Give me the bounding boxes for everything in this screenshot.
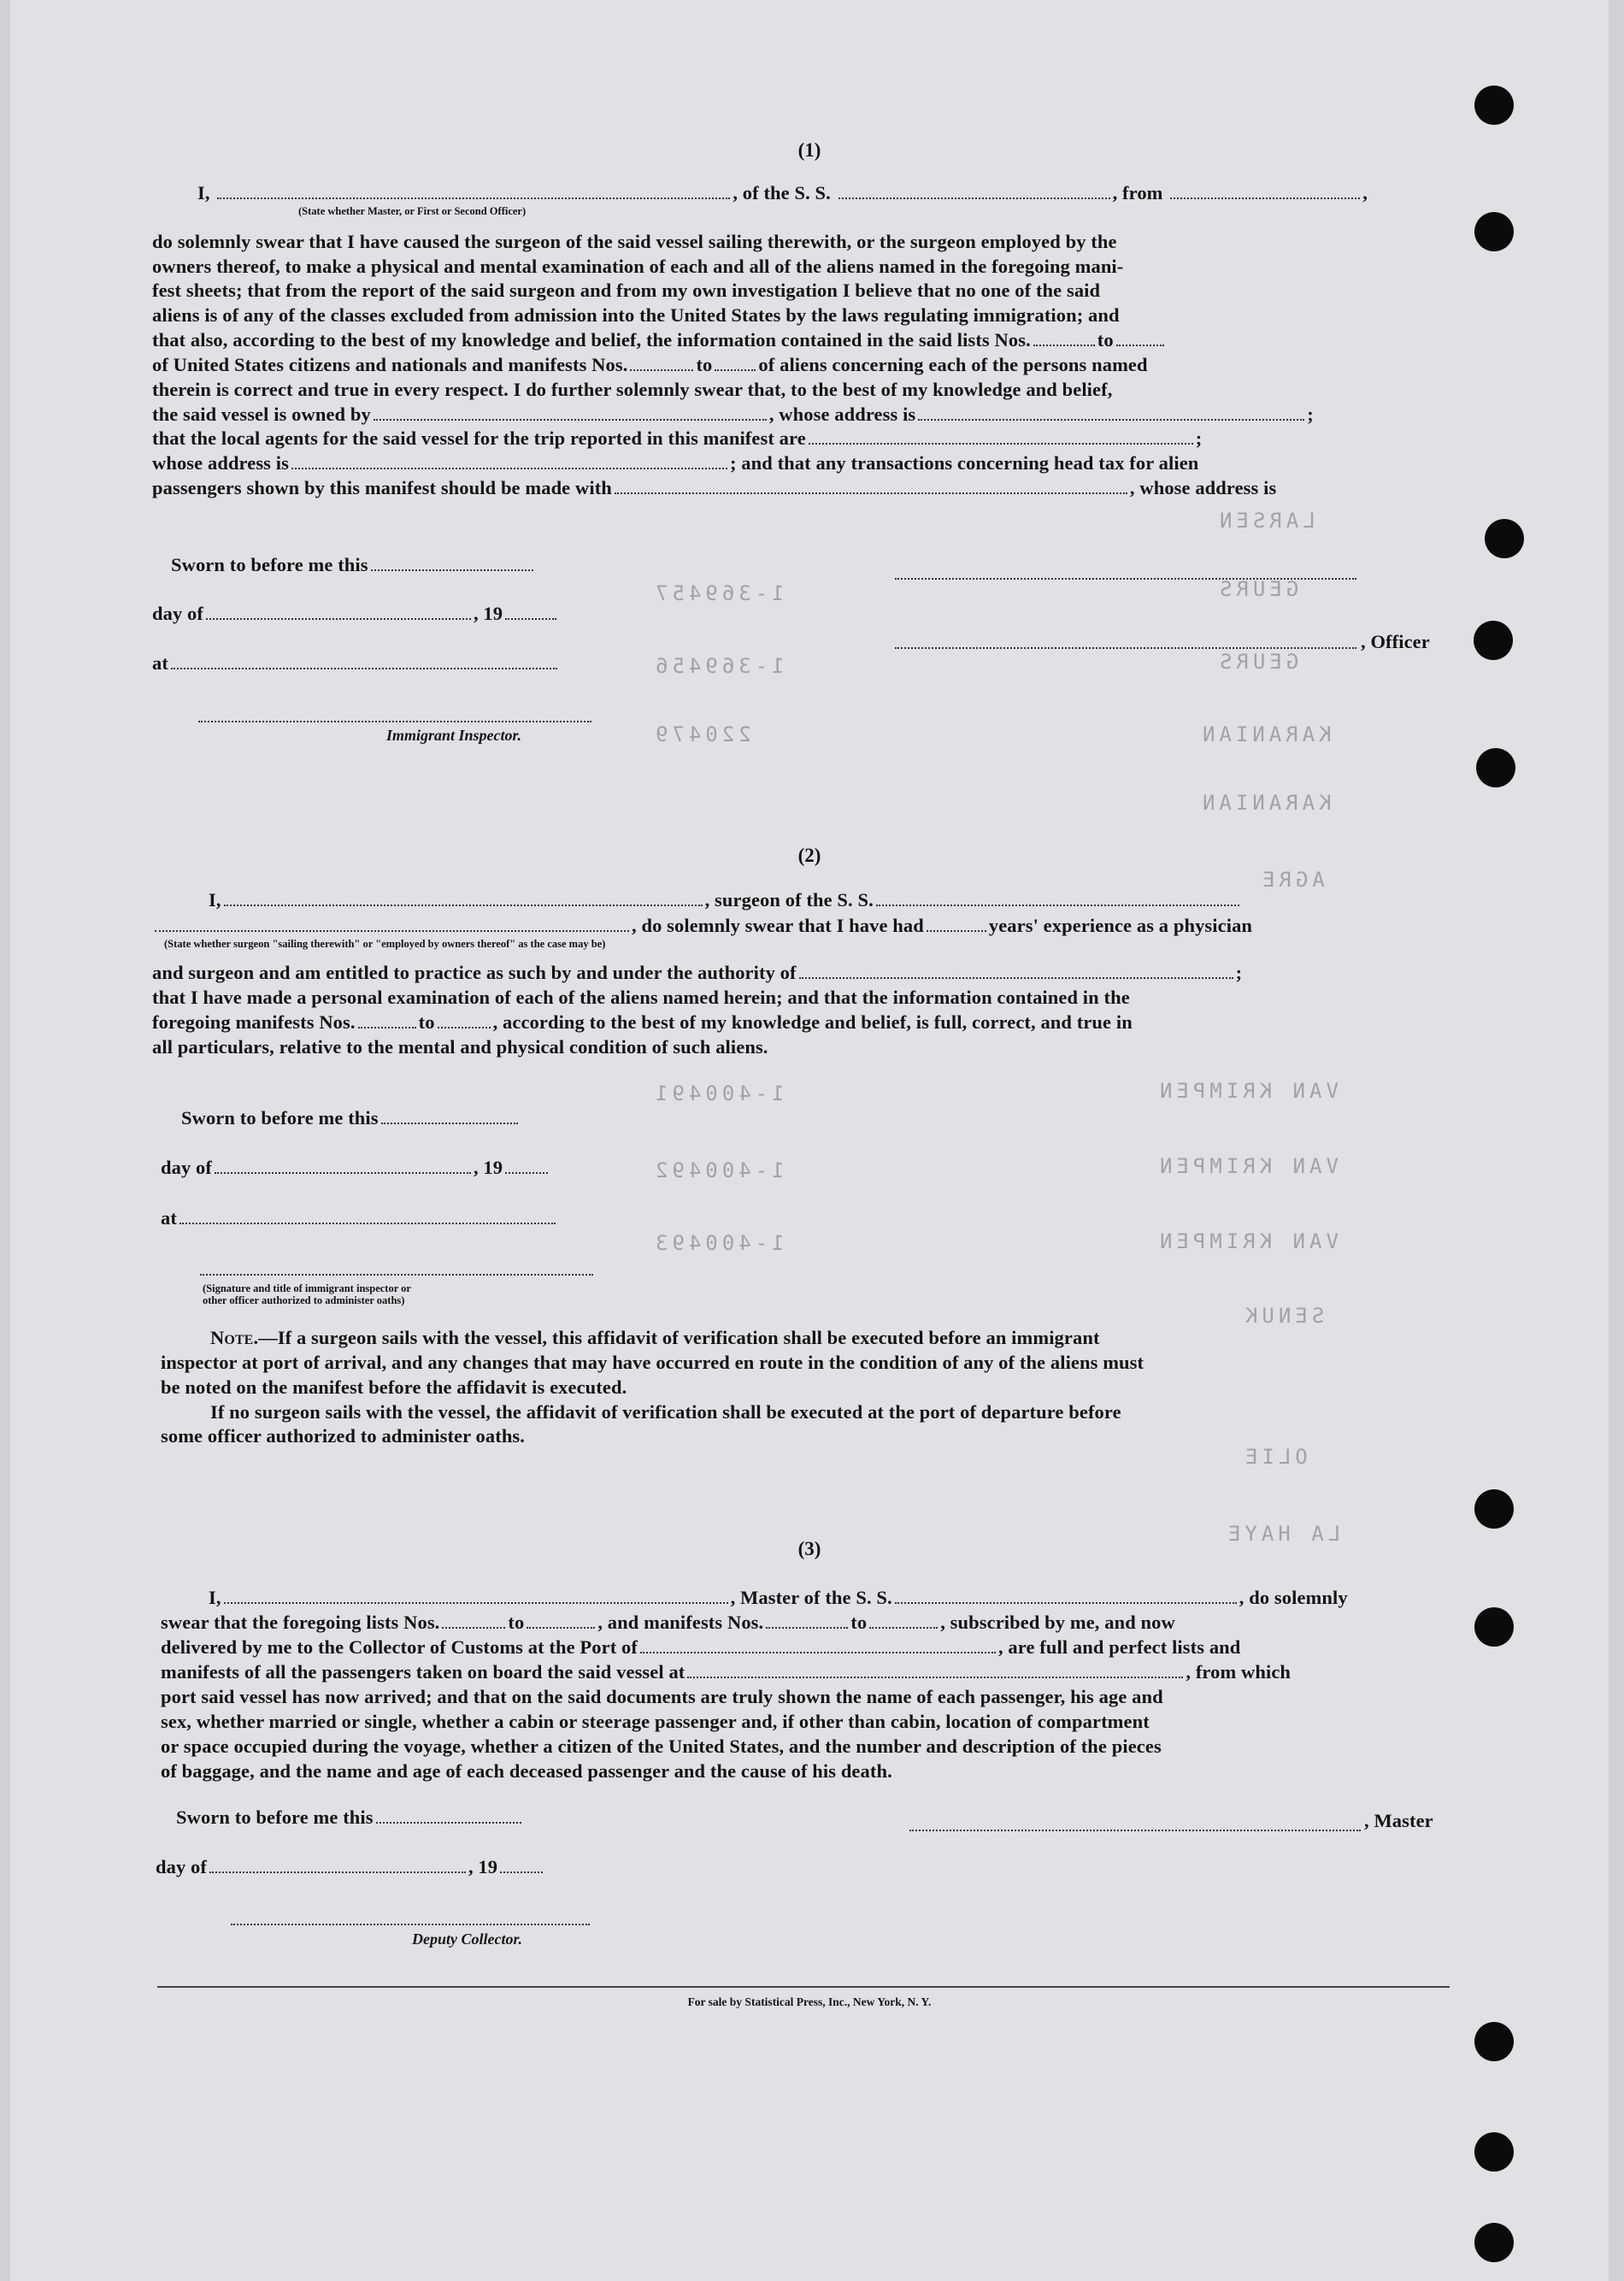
signature-note: other officer authorized to administer oaths) [203,1294,405,1306]
note-line: inspector at port of arrival, and any changes that may have occurred en route in the condition of any of the aliens must [161,1352,1144,1373]
section-1-day-of [152,603,559,625]
bleed-through: KARANIAN [1198,722,1332,746]
bleed-through: VAN KRIMPEN [1156,1154,1339,1178]
dotted-blank [527,1626,595,1629]
text: , and manifests Nos. [597,1612,764,1633]
collector-signature-line [231,1924,590,1925]
text: passengers shown by this manifest should be made with [152,477,612,498]
section-1-para-line: therein is correct and true in every respect. I do further solemnly swear that, to the best of my knowledge and belief, [152,379,1113,400]
dotted-blank [442,1626,505,1629]
section-3-para-line [161,1661,1291,1683]
dotted-blank [500,1871,543,1873]
immigrant-inspector-label: Immigrant Inspector. [386,727,522,744]
section-1-para-line [152,404,1314,426]
officer-signature-line [895,578,1356,580]
dotted-blank [1170,197,1360,199]
dotted-blank [895,1601,1237,1604]
text: , 19 [468,1856,498,1877]
text: years' experience as a physician [988,915,1253,936]
dotted-blank [371,569,533,571]
section-1-para-line [152,452,1198,474]
section-2-para-line: all particulars, relative to the mental and physical condition of such aliens. [152,1036,768,1058]
section-1-para-line [152,329,1167,351]
section-1-at [152,652,560,675]
text: , according to the best of my knowledge and belief, is full, correct, and true in [492,1011,1133,1033]
bleed-through: 220479 [651,722,751,746]
text: manifests of all the passengers taken on board the said vessel at [161,1661,685,1683]
section-1-from-label: , from [1112,182,1163,203]
text: to [508,1612,525,1633]
text: day of [152,603,203,624]
dotted-blank [358,1026,416,1029]
dotted-blank [224,904,703,906]
section-3-para-line: of baggage, and the name and age of each deceased passenger and the cause of his death. [161,1760,892,1782]
section-2-para-line [152,962,1242,984]
section-3-para-line [161,1612,1175,1634]
text: delivered by me to the Collector of Customs at the Port of [161,1636,638,1658]
text: to [696,354,713,375]
text: that also, according to the best of my knowledge and belief, the information contained in the said lists Nos. [152,329,1031,351]
section-1-line-1 [197,182,1368,204]
text: ; and that any transactions concerning head tax for alien [729,452,1199,474]
dotted-blank [215,1171,471,1174]
section-1-para-line: fest sheets; that from the report of the said surgeon and from my own investigation I believe that no one of the said [152,280,1101,301]
section-2-sworn [181,1107,521,1129]
section-2-at [161,1207,558,1229]
section-1-para-line: do solemnly swear that I have caused the surgeon of the said vessel sailing therewith, or the surgeon employed by the [152,231,1117,252]
note-line [210,1327,1100,1349]
punch-hole [1474,1489,1514,1529]
dotted-blank [876,904,1239,906]
text: , from which [1186,1661,1292,1683]
text: , 19 [473,603,503,624]
punch-hole [1474,1607,1514,1647]
bleed-through: SENUK [1241,1304,1325,1328]
section-1-sub-note: (State whether Master, or First or Second Officer) [298,205,527,217]
dotted-blank [687,1676,1183,1678]
dotted-blank [615,492,1127,494]
bleed-through: GEURS [1215,650,1299,674]
dotted-blank [927,929,986,932]
bottom-rule [157,1986,1450,1988]
section-3-para-line: or space occupied during the voyage, whether a citizen of the United States, and the number and description of the pieces [161,1736,1162,1757]
bleed-through: LARSEN [1215,509,1315,533]
section-2-line-1 [209,889,1242,911]
note-label: Note. [210,1327,259,1348]
dotted-blank [918,418,1304,421]
bleed-through: LA HAYE [1224,1522,1341,1546]
text: to [1097,329,1114,351]
section-3-para-line: port said vessel has now arrived; and that on the said documents are truly shown the name of each passenger, his age and [161,1686,1163,1707]
text: , whose address is [768,404,916,425]
text: I, [209,1587,221,1608]
text: day of [161,1157,212,1178]
text: whose address is [152,452,289,474]
section-1-para-line [152,354,1148,376]
text: , surgeon of the S. S. [704,889,874,911]
officer-label: , Officer [1361,631,1430,652]
bleed-through: 1-400491 [651,1082,785,1105]
text: ; [1195,427,1203,449]
bleed-through: GEURS [1215,577,1299,601]
text: , do solemnly [1239,1587,1348,1608]
text: at [161,1207,177,1229]
section-3-day-of [156,1856,545,1878]
section-2-para-line: that I have made a personal examination of each of the aliens named herein; and that the information contained in the [152,987,1130,1008]
punch-hole [1474,2022,1514,2061]
text: of United States citizens and nationals and manifests Nos. [152,354,628,375]
bleed-through: 1-400492 [651,1158,785,1182]
section-1-para-line [152,427,1202,450]
bleed-through: 1-369456 [651,654,785,678]
bleed-through: AGRE [1258,868,1325,892]
inspector-signature-line [200,1274,593,1276]
section-1-ss-label: , of the S. S. [733,182,831,203]
dotted-blank [171,667,557,669]
officer-signature-line [895,647,1356,649]
master-signature-line [909,1830,1361,1831]
note-line: some officer authorized to administer oaths. [161,1425,526,1447]
section-1-number: (1) [797,139,821,161]
dotted-blank [1033,344,1095,346]
section-1-para-line [152,477,1276,499]
text: —If a surgeon sails with the vessel, this affidavit of verification shall be executed before an immigrant [258,1327,1100,1348]
bleed-through: VAN KRIMPEN [1156,1079,1339,1103]
deputy-collector-label: Deputy Collector. [412,1930,522,1948]
dotted-blank [224,1601,728,1604]
text: , are full and perfect lists and [997,1636,1241,1658]
punch-hole [1476,748,1515,787]
note-line: If no surgeon sails with the vessel, the affidavit of verification shall be executed at the port of departure before [210,1401,1121,1423]
text: Sworn to before me this [171,554,368,575]
dotted-blank [291,467,727,469]
punch-hole [1474,621,1513,660]
punch-hole [1474,2132,1514,2172]
section-2-line-2 [152,915,1252,937]
text: ; [1307,404,1314,425]
dotted-blank [630,368,693,371]
section-2-number: (2) [797,845,821,866]
dotted-blank [715,368,756,371]
note-line: be noted on the manifest before the affidavit is executed. [161,1376,627,1398]
section-2-para-line [152,1011,1133,1034]
text: , subscribed by me, and now [940,1612,1175,1633]
bleed-through: 1-400493 [651,1231,785,1255]
dotted-blank [766,1626,848,1629]
punch-hole [1485,519,1524,558]
dotted-blank [217,197,730,199]
section-1-sworn [171,554,536,576]
bleed-through: OLIE [1241,1445,1308,1469]
punch-hole [1474,212,1514,251]
text: , Master of the S. S. [730,1587,892,1608]
text: of aliens concerning each of the persons named [758,354,1148,375]
section-2-sub-note: (State whether surgeon "sailing therewith" or "employed by owners thereof" as the case may be) [164,938,606,950]
section-3-number: (3) [797,1538,821,1559]
text: that the local agents for the said vessel for the trip reported in this manifest are [152,427,806,449]
text: Sworn to before me this [181,1107,379,1129]
text: to [850,1612,868,1633]
master-label: , Master [1364,1810,1433,1831]
dotted-blank [809,442,1193,445]
dotted-blank [1116,344,1164,346]
text: at [152,652,168,674]
dotted-blank [799,976,1233,979]
dotted-blank [505,1171,548,1174]
text: I, [209,889,221,911]
text: swear that the foregoing lists Nos. [161,1612,440,1633]
dotted-blank [376,1821,521,1824]
printer-footer: For sale by Statistical Press, Inc., New York, N. Y. [687,1995,932,2008]
text: ; [1235,962,1243,983]
dotted-blank [179,1222,556,1224]
dotted-blank [838,197,1110,199]
section-3-line-1 [209,1587,1348,1609]
dotted-blank [381,1122,518,1124]
text: , whose address is [1129,477,1277,498]
bleed-through: VAN KRIMPEN [1156,1229,1339,1253]
text: foregoing manifests Nos. [152,1011,356,1033]
text: the said vessel is owned by [152,404,371,425]
dotted-blank [374,418,767,421]
punch-hole [1474,85,1514,125]
dotted-blank [209,1871,466,1873]
text: and surgeon and am entitled to practice as such by and under the authority of [152,962,797,983]
document-page [10,0,1609,2281]
signature-note: (Signature and title of immigrant inspector or [203,1282,411,1294]
section-3-sworn [176,1807,524,1829]
text: , do solemnly swear that I have had [632,915,924,936]
punctuation: , [1362,182,1368,203]
text: , 19 [473,1157,503,1178]
text: to [418,1011,435,1033]
section-3-para-line: sex, whether married or single, whether a cabin or steerage passenger and, if other than cabin, location of compartment [161,1711,1150,1732]
dotted-blank [869,1626,938,1629]
text: Sworn to before me this [176,1807,374,1828]
section-2-day-of [161,1157,550,1179]
inspector-signature-line [198,721,591,722]
section-1-pronoun: I, [197,182,210,203]
dotted-blank [640,1651,996,1653]
section-1-para-line: aliens is of any of the classes excluded from admission into the United States by the laws regulating immigration; and [152,304,1120,326]
punch-hole [1474,2223,1514,2262]
dotted-blank [206,617,471,620]
bleed-through: 1-369457 [651,581,785,605]
section-3-para-line [161,1636,1240,1659]
text: day of [156,1856,207,1877]
bleed-through: KARANIAN [1198,791,1332,815]
dotted-blank [438,1026,491,1029]
dotted-blank [505,617,556,620]
section-1-para-line: owners thereof, to make a physical and mental examination of each and all of the aliens named in the foregoing mani- [152,256,1124,277]
dotted-blank [155,929,629,932]
